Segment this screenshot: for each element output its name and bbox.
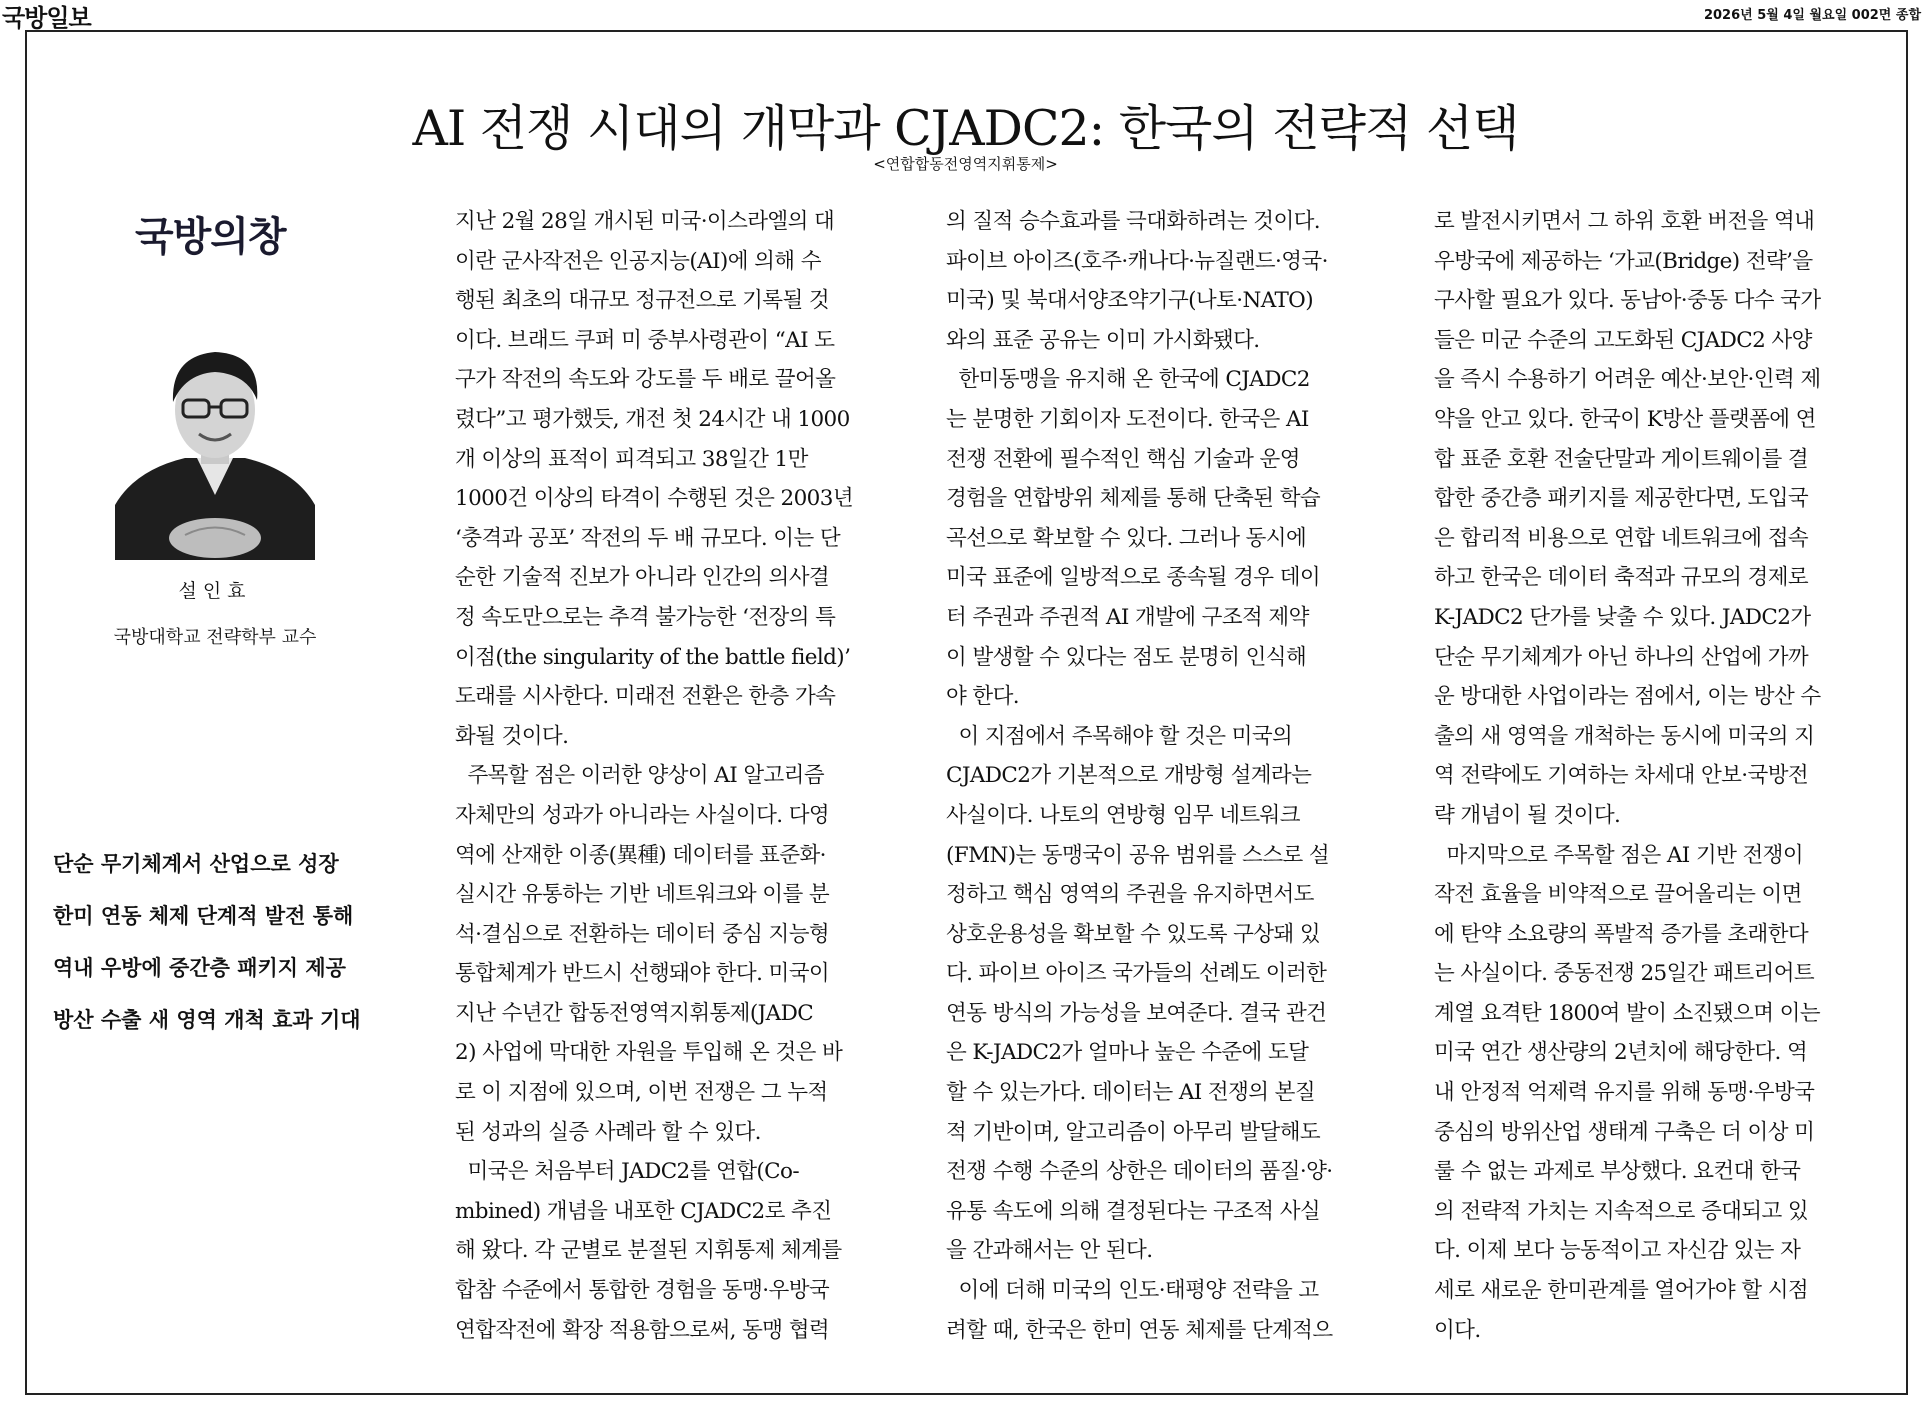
body-line: 들은 미군 수준의 고도화된 CJADC2 사양 bbox=[1434, 327, 1812, 353]
body-line: 이다. 브래드 쿠퍼 미 중부사령관이 “AI 도 bbox=[455, 327, 835, 353]
body-line: 단순 무기체계가 아닌 하나의 산업에 가까 bbox=[1434, 644, 1809, 670]
body-line: 로 발전시키면서 그 하위 호환 버전을 역내 bbox=[1434, 209, 1815, 234]
body-line: K-JADC2 단가를 낮출 수 있다. JADC2가 bbox=[1434, 604, 1811, 630]
article-summary bbox=[53, 838, 433, 1046]
body-line: 세로 새로운 한미관계를 열어가야 할 시점 bbox=[1434, 1278, 1809, 1304]
body-line: 이다. bbox=[1434, 1317, 1481, 1343]
body-line: 미국 표준에 일방적으로 종속될 경우 데이 bbox=[946, 565, 1321, 591]
body-line: 정하고 핵심 영역의 주권을 유지하면서도 bbox=[946, 882, 1314, 908]
author-title: 국방대학교 전략학부 교수 bbox=[113, 627, 317, 648]
body-line: 을 간과해서는 안 된다. bbox=[946, 1238, 1153, 1264]
body-line: 는 분명한 기회이자 도전이다. 한국은 AI bbox=[946, 406, 1309, 432]
body-line: 경험을 연합방위 체제를 통해 단축된 학습 bbox=[946, 486, 1321, 512]
body-line: 자체만의 성과가 아니라는 사실이다. 다영 bbox=[455, 802, 830, 828]
body-line: 미국) 및 북대서양조약기구(나토·NATO) bbox=[946, 288, 1313, 314]
body-line: 상호운용성을 확보할 수 있도록 구상돼 있 bbox=[946, 921, 1321, 947]
body-line: 사실이다. 나토의 연방형 임무 네트워크 bbox=[946, 802, 1300, 828]
body-line: 출의 새 영역을 개척하는 동시에 미국의 지 bbox=[1434, 723, 1815, 749]
body-line: 은 K-JADC2가 얼마나 높은 수준에 도달 bbox=[946, 1040, 1309, 1066]
body-line: 내 안정적 억제력 유지를 위해 동맹·우방국 bbox=[1434, 1080, 1815, 1106]
body-line: 유통 속도에 의해 결정된다는 구조적 사실 bbox=[946, 1198, 1321, 1224]
body-line: 중심의 방위산업 생태계 구축은 더 이상 미 bbox=[1434, 1119, 1815, 1145]
body-line: 에 탄약 소요량의 폭발적 증가를 초래한다 bbox=[1434, 921, 1809, 947]
body-line: 우방국에 제공하는 ‘가교(Bridge) 전략’을 bbox=[1434, 248, 1813, 274]
body-column-3 bbox=[1434, 202, 1890, 1350]
body-line: 이에 더해 미국의 인도·태평양 전략을 고 bbox=[946, 1278, 1319, 1304]
body-line: 약을 안고 있다. 한국이 K방산 플랫폼에 연 bbox=[1434, 406, 1816, 432]
body-line: mbined) 개념을 내포한 CJADC2로 추진 bbox=[455, 1198, 832, 1224]
body-line: 정 속도만으로는 추격 불가능한 ‘전장의 특 bbox=[455, 604, 836, 630]
body-line: 해 왔다. 각 군별로 분절된 지휘통제 체계를 bbox=[455, 1238, 842, 1264]
article-headline: AI 전쟁 시대의 개막과 CJADC2: 한국의 전략적 선택 bbox=[412, 100, 1519, 157]
body-line: 할 수 있는가다. 데이터는 AI 전쟁의 본질 bbox=[946, 1080, 1315, 1106]
body-line: 주목할 점은 이러한 양상이 AI 알고리즘 bbox=[455, 763, 824, 789]
body-line: 는 사실이다. 중동전쟁 25일간 패트리어트 bbox=[1434, 961, 1815, 987]
body-line: 계열 요격탄 1800여 발이 소진됐으며 이는 bbox=[1434, 1000, 1821, 1026]
body-line: 합 표준 호환 전술단말과 게이트웨이를 결 bbox=[1434, 446, 1809, 472]
body-line: 미국 연간 생산량의 2년치에 해당한다. 역 bbox=[1434, 1040, 1808, 1066]
dateline: 2026년 5월 4일 월요일 002면 종합 bbox=[1703, 8, 1921, 23]
body-line: 석·결심으로 전환하는 데이터 중심 지능형 bbox=[455, 921, 830, 947]
body-line: 하고 한국은 데이터 축적과 규모의 경제로 bbox=[1434, 565, 1809, 591]
body-line: 개 이상의 표적이 피격되고 38일간 1만 bbox=[455, 446, 808, 472]
summary-line: 한미 연동 체제 단계적 발전 통해 bbox=[53, 904, 354, 928]
body-line: 미국은 처음부터 JADC2를 연합(Co- bbox=[455, 1159, 800, 1185]
summary-line: 단순 무기체계서 산업으로 성장 bbox=[53, 852, 339, 876]
body-line: 된 성과의 실증 사례라 할 수 있다. bbox=[455, 1119, 761, 1145]
author-portrait bbox=[115, 330, 315, 560]
body-line: 도래를 시사한다. 미래전 전환은 한층 가속 bbox=[455, 684, 836, 710]
body-line: 화될 것이다. bbox=[455, 723, 569, 749]
body-line: 구사할 필요가 있다. 동남아·중동 다수 국가 bbox=[1434, 288, 1821, 314]
body-line: 다. 파이브 아이즈 국가들의 선례도 이러한 bbox=[946, 961, 1327, 987]
body-line: 전쟁 전환에 필수적인 핵심 기술과 운영 bbox=[946, 446, 1300, 472]
body-column-2 bbox=[946, 202, 1402, 1350]
body-line: 마지막으로 주목할 점은 AI 기반 전쟁이 bbox=[1434, 842, 1803, 868]
author-photo-icon bbox=[115, 330, 315, 560]
body-line: 2) 사업에 막대한 자원을 투입해 온 것은 바 bbox=[455, 1040, 843, 1066]
body-line: 로 이 지점에 있으며, 이번 전쟁은 그 누적 bbox=[455, 1080, 828, 1106]
masthead bbox=[0, 0, 1931, 32]
body-line: 합참 수준에서 통합한 경험을 동맹·우방국 bbox=[455, 1278, 830, 1304]
body-line: 려할 때, 한국은 한미 연동 체제를 단계적으 bbox=[946, 1317, 1333, 1343]
body-line: 터 주권과 주권적 AI 개발에 구조적 제약 bbox=[946, 604, 1309, 630]
body-line: 역에 산재한 이종(異種) 데이터를 표준화· bbox=[455, 842, 826, 868]
body-line: 합한 중간층 패키지를 제공한다면, 도입국 bbox=[1434, 486, 1809, 512]
body-line: 은 합리적 비용으로 연합 네트워크에 접속 bbox=[1434, 525, 1809, 551]
body-line: 통합체계가 반드시 선행돼야 한다. 미국이 bbox=[455, 961, 830, 987]
summary-line: 방산 수출 새 영역 개척 효과 기대 bbox=[53, 1008, 361, 1032]
body-line: 을 즉시 수용하기 어려운 예산·보안·인력 제 bbox=[1434, 367, 1821, 393]
body-line: 야 한다. bbox=[946, 684, 1019, 710]
body-line: CJADC2가 기본적으로 개방형 설계라는 bbox=[946, 763, 1312, 789]
body-line: 실시간 유통하는 기반 네트워크와 이를 분 bbox=[455, 882, 830, 908]
body-line: 지난 수년간 합동전영역지휘통제(JADC bbox=[455, 1000, 814, 1026]
body-line: (FMN)는 동맹국이 공유 범위를 스스로 설 bbox=[946, 842, 1330, 868]
body-line: 이란 군사작전은 인공지능(AI)에 의해 수 bbox=[455, 248, 821, 274]
body-line: 이 지점에서 주목해야 할 것은 미국의 bbox=[946, 723, 1293, 749]
body-line: 한미동맹을 유지해 온 한국에 CJADC2 bbox=[946, 367, 1310, 393]
body-column-1 bbox=[455, 202, 911, 1350]
body-line: 이 발생할 수 있다는 점도 분명히 인식해 bbox=[946, 644, 1307, 670]
summary-line: 역내 우방에 중간층 패키지 제공 bbox=[53, 956, 346, 980]
article-subhead: <연합합동전영역지휘통제> bbox=[873, 155, 1058, 173]
body-line: 와의 표준 공유는 이미 가시화됐다. bbox=[946, 327, 1260, 353]
body-line: 연동 방식의 가능성을 보여준다. 결국 관건 bbox=[946, 1000, 1327, 1026]
body-line: ‘충격과 공포’ 작전의 두 배 규모다. 이는 단 bbox=[455, 525, 841, 551]
body-line: 이점(the singularity of the battle field)’ bbox=[455, 644, 851, 670]
body-line: 략 개념이 될 것이다. bbox=[1434, 802, 1621, 828]
body-line: 연합작전에 확장 적용함으로써, 동맹 협력 bbox=[455, 1317, 830, 1343]
author-name: 설인효 bbox=[178, 580, 252, 602]
body-line: 작전 효율을 비약적으로 끌어올리는 이면 bbox=[1434, 882, 1802, 908]
body-line: 전쟁 수행 수준의 상한은 데이터의 품질·양· bbox=[946, 1159, 1333, 1185]
column-label: 국방의창 bbox=[135, 214, 286, 260]
body-line: 곡선으로 확보할 수 있다. 그러나 동시에 bbox=[946, 525, 1307, 551]
body-line: 지난 2월 28일 개시된 미국·이스라엘의 대 bbox=[455, 209, 835, 234]
body-line: 순한 기술적 진보가 아니라 인간의 의사결 bbox=[455, 565, 830, 591]
body-line: 룰 수 없는 과제로 부상했다. 요컨대 한국 bbox=[1434, 1159, 1801, 1185]
body-line: 운 방대한 사업이라는 점에서, 이는 방산 수 bbox=[1434, 684, 1821, 710]
body-line: 역 전략에도 기여하는 차세대 안보·국방전 bbox=[1434, 763, 1809, 789]
body-line: 1000건 이상의 타격이 수행된 것은 2003년 bbox=[455, 486, 854, 512]
newspaper-logo: 국방일보 bbox=[2, 4, 91, 32]
body-line: 파이브 아이즈(호주·캐나다·뉴질랜드·영국· bbox=[946, 248, 1328, 274]
body-line: 렸다”고 평가했듯, 개전 첫 24시간 내 1000 bbox=[455, 406, 850, 432]
body-line: 적 기반이며, 알고리즘이 아무리 발달해도 bbox=[946, 1119, 1321, 1145]
body-line: 구가 작전의 속도와 강도를 두 배로 끌어올 bbox=[455, 367, 836, 393]
body-line: 의 질적 승수효과를 극대화하려는 것이다. bbox=[946, 209, 1321, 234]
body-line: 다. 이제 보다 능동적이고 자신감 있는 자 bbox=[1434, 1238, 1801, 1264]
body-line: 의 전략적 가치는 지속적으로 증대되고 있 bbox=[1434, 1198, 1809, 1224]
body-line: 행된 최초의 대규모 정규전으로 기록될 것 bbox=[455, 288, 830, 314]
